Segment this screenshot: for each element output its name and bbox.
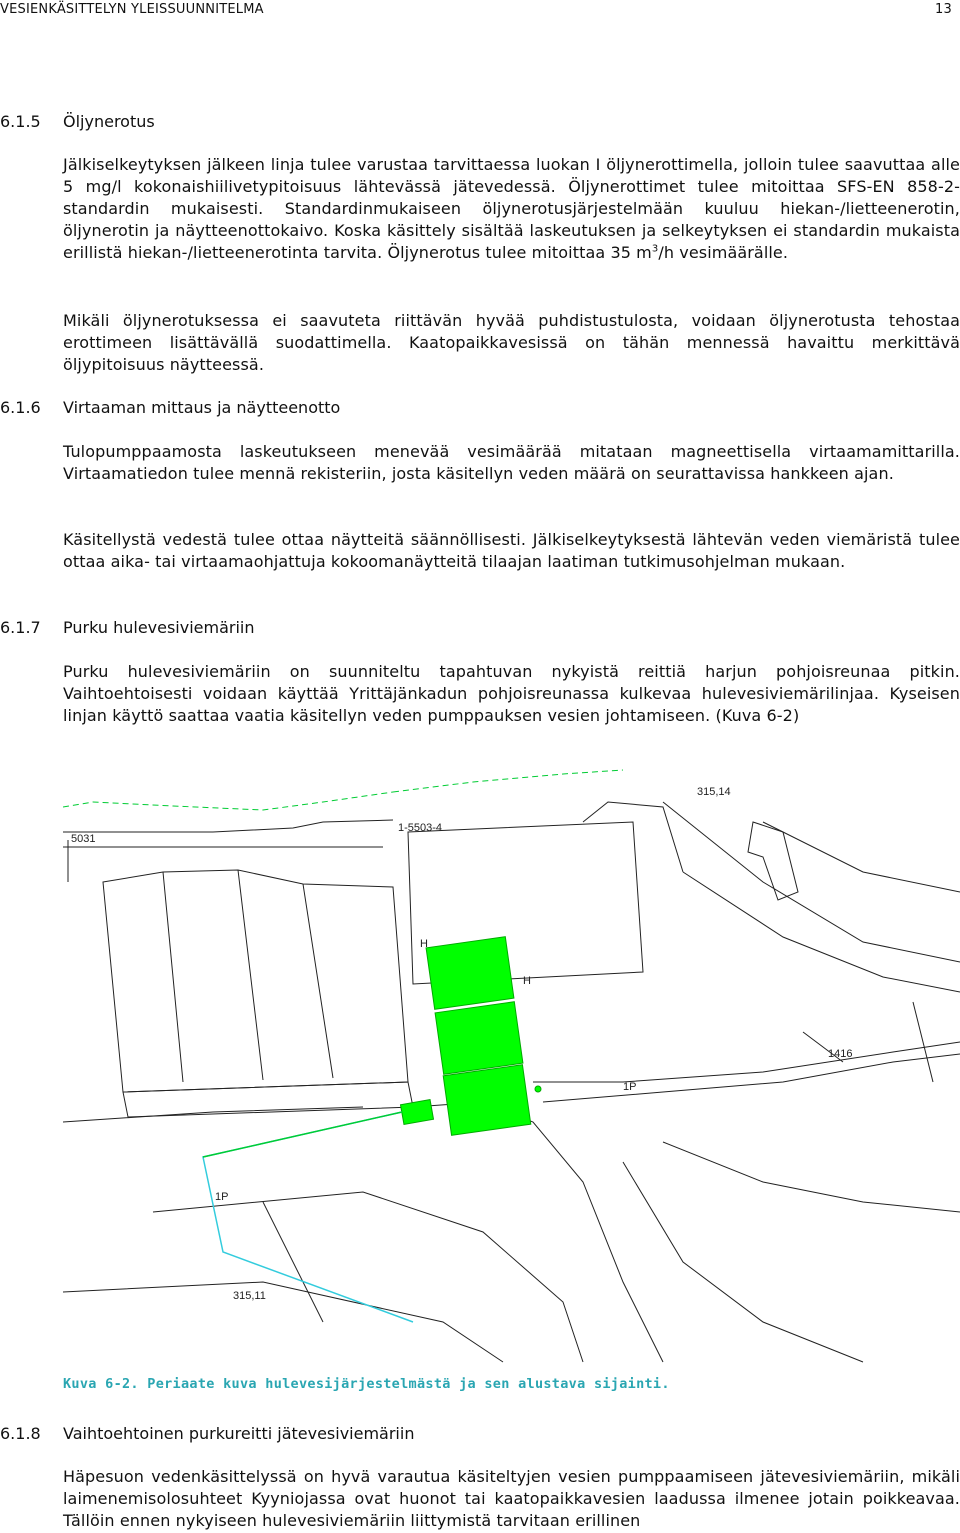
- map-outline: [583, 802, 683, 872]
- basin-small: [400, 1100, 433, 1125]
- site-map-figure: [63, 762, 960, 1367]
- map-label: 315,11: [233, 1290, 266, 1302]
- building-divider: [163, 870, 333, 1082]
- paragraph-flow-measurement: Tulopumppaamosta laskeutukseen menevää vesimäärää mitataan magneettisella virtaamamittarilla. Virtaamatiedon tulee mennä rekisteriin, josta käsitellyn veden määrä on seurattavissa hankkeen ajan.: [63, 442, 960, 483]
- dashed-boundary-line: [393, 770, 623, 792]
- paragraph-oil-filter: Mikäli öljynerotuksessa ei saavuteta riittävän hyvää puhdistustulosta, voidaan öljynerotusta tehostaa erottimeen lisättävällä suodattimella. Kaatopaikkavesissä on tähän mennessä havaittu merkittävä öljypitoisuus näytteessä.: [63, 311, 960, 374]
- section-number: 6.1.5: [0, 112, 41, 131]
- road-line: [413, 1102, 663, 1362]
- manhole-point: [535, 1086, 541, 1092]
- paragraph-text: Jälkiselkeytyksen jälkeen linja tulee varustaa tarvittaessa luokan I öljynerottimella, jolloin tulee saavuttaa alle 5 mg/l kokonaishiilivetypitoisuus lähtevässä jätevedessä. Öljynerottimet tulee mitoittaa SFS-EN 858-2-standardin mukaisesti. Standardinmukaiseen öljynerotusjärjestelmään kuuluu hiekan-/lietteenerotin, öljynerotin ja näytteenottokaivo. Koska käsittely sisältää laskeutuksen ja selkeytyksen ei standardin mukaista erillistä hiekan-/lietteenerotinta tarvita. Öljynerotus tulee mitoittaa 35 m: [63, 155, 960, 262]
- map-label: 1416: [828, 1048, 853, 1060]
- map-outline: [663, 1142, 960, 1212]
- map-outline: [63, 1282, 503, 1362]
- section-heading-6-1-5: [0, 111, 155, 133]
- map-label: 1P: [215, 1191, 229, 1203]
- section-title: Virtaaman mittaus ja näytteenotto: [63, 398, 341, 417]
- road-line: [543, 1054, 960, 1102]
- map-label: 5031: [71, 833, 96, 845]
- map-label: 1-5503-4: [398, 822, 443, 834]
- paragraph-sampling: Käsitellystä vedestä tulee ottaa näytteitä säännöllisesti. Jälkiselkeytyksestä lähtevän veden viemäristä tulee ottaa aika- tai virtaamaohjattuja kokoomanäytteitä tilaajan laatiman tutkimusohjelman mukaan.: [63, 530, 960, 571]
- section-heading-6-1-6: [0, 397, 340, 419]
- paragraph-discharge: Purku hulevesiviemäriin on suunniteltu tapahtuvan nykyistä reittiä harjun pohjoisreunaa pitkin. Vaihtoehtoisesti voidaan käyttää Yrittäjänkadun pohjoisreunassa kulkevaa hulevesiviemärilinjaa. Kyseisen linjan käyttö saattaa vaatia käsitellyn veden pumppauksen vesien johtamiseen. (Kuva 6-2): [63, 662, 960, 725]
- map-outline: [153, 1192, 583, 1362]
- page-number: 13: [935, 2, 952, 17]
- paragraph-text-tail: /h vesimäärälle.: [658, 243, 789, 262]
- basin-1: [426, 937, 514, 1010]
- section-number: 6.1.8: [0, 1424, 41, 1443]
- figure-caption: Kuva 6-2. Periaate kuva hulevesijärjestelmästä ja sen alustava sijainti.: [63, 1376, 670, 1392]
- road-line: [683, 872, 960, 992]
- map-label: 1P: [623, 1081, 637, 1093]
- basin-2: [435, 1002, 523, 1075]
- document-header-title: VESIENKÄSITTELYN YLEISSUUNNITELMA: [0, 2, 264, 17]
- map-outline: [263, 1202, 323, 1322]
- map-outline: [803, 1002, 933, 1082]
- map-outline: [623, 1162, 863, 1362]
- section-number: 6.1.7: [0, 618, 41, 637]
- section-number: 6.1.6: [0, 398, 41, 417]
- paragraph-alternative-discharge: Häpesuon vedenkäsittelyssä on hyvä varautua käsiteltyjen vesien pumppaamiseen jätevesiviemäriin, mikäli laimenemisolosuhteet Kyyniojassa ovat huonot tai kaatopaikkavesien laadussa ilmenee jotain poikkeavaa. Tällöin ennen nykyiseen hulevesiviemäriin liittymistä tarvitaan erillinen: [63, 1467, 960, 1530]
- paragraph-oil-separation: [63, 154, 960, 264]
- map-label: H: [420, 938, 428, 950]
- basin-3: [443, 1065, 531, 1136]
- section-heading-6-1-7: [0, 617, 255, 639]
- superscript: 3: [651, 243, 659, 255]
- road-line: [663, 802, 960, 962]
- discharge-pipe-highlight: [203, 1112, 402, 1157]
- map-label: H: [523, 975, 531, 987]
- map-outline: [63, 820, 393, 832]
- building-outline: [103, 870, 408, 1092]
- section-title: Vaihtoehtoinen purkureitti jätevesiviemäriin: [63, 1424, 415, 1443]
- section-title: Öljynerotus: [63, 112, 155, 131]
- map-label: 315,14: [697, 786, 731, 798]
- building-outline: [123, 1082, 413, 1117]
- section-title: Purku hulevesiviemäriin: [63, 618, 255, 637]
- section-heading-6-1-8: [0, 1423, 414, 1445]
- road-line: [763, 822, 960, 892]
- map-outline: [63, 840, 383, 882]
- dashed-boundary-line: [63, 792, 393, 810]
